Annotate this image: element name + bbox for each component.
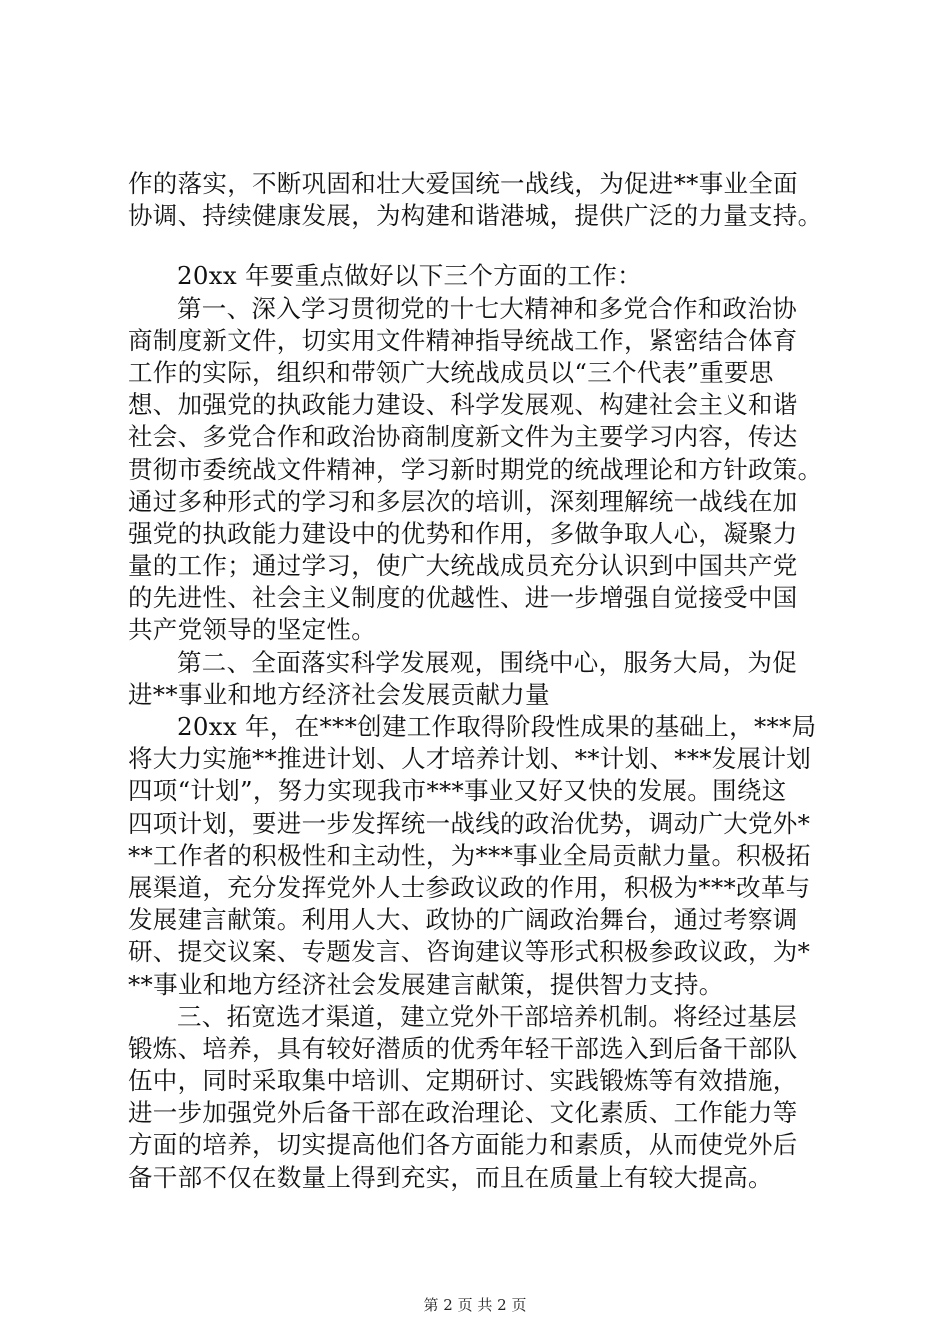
paragraph-heading [128,260,828,292]
text-line: 20xx 年要重点做好以下三个方面的工作： [177,261,642,291]
text-line: **工作者的积极性和主动性，为***事业全局贡献力量。积极拓 [128,840,811,870]
paragraph-third [128,1001,828,1194]
text-line: 研、提交议案、专题发言、咨询建议等形式积极参政议政，为* [128,937,811,967]
text-line: 第一、深入学习贯彻党的十七大精神和多党合作和政治协 [177,293,797,323]
text-line: 通过多种形式的学习和多层次的培训，深刻理解统一战线在加 [128,486,798,516]
text-line: 三、拓宽选才渠道，建立党外干部培养机制。将经过基层 [177,1001,797,1031]
text-line: 第二、全面落实科学发展观，围绕中心，服务大局，为促 [177,647,797,677]
text-line: **事业和地方经济社会发展建言献策，提供智力支持。 [128,969,724,999]
text-line: 想、加强党的执政能力建设、科学发展观、构建社会主义和谐 [128,390,798,420]
text-line: 量的工作；通过学习，使广大统战成员充分认识到中国共产党 [128,551,798,581]
text-line: 发展建言献策。利用人大、政协的广阔政治舞台，通过考察调 [128,905,798,935]
paragraph-first [128,293,828,647]
page-number-footer: 第 2 页 共 2 页 [423,1296,527,1314]
paragraph-plan [128,711,828,1001]
text-line: 备干部不仅在数量上得到充实，而且在质量上有较大提高。 [128,1162,773,1192]
document-body [128,168,828,1194]
text-line: 四项“计划”，努力实现我市***事业又好又快的发展。围绕这 [128,776,787,806]
text-line: 20xx 年，在***创建工作取得阶段性成果的基础上，***局 [177,712,817,741]
paragraph-second [128,647,828,711]
text-line: 锻炼、培养，具有较好潜质的优秀年轻干部选入到后备干部队 [128,1033,798,1063]
paragraph-gap [128,232,828,260]
text-line: 协调、持续健康发展，为构建和谐港城，提供广泛的力量支持。 [128,201,823,231]
text-line: 进一步加强党外后备干部在政治理论、文化素质、工作能力等 [128,1098,798,1128]
text-line: 社会、多党合作和政治协商制度新文件为主要学习内容，传达 [128,422,798,452]
text-line: 强党的执政能力建设中的优势和作用，多做争取人心，凝聚力 [128,518,798,548]
text-line: 伍中，同时采取集中培训、定期研讨、实践锻炼等有效措施， [128,1066,798,1096]
text-line: 四项计划，要进一步发挥统一战线的政治优势，调动广大党外* [128,808,811,838]
text-line: 展渠道，充分发挥党外人士参政议政的作用，积极为***改革与 [128,872,811,902]
text-line: 将大力实施**推进计划、人才培养计划、**计划、***发展计划 [128,744,812,774]
text-line: 的先进性、社会主义制度的优越性、进一步增强自觉接受中国 [128,583,798,613]
text-line: 工作的实际，组织和带领广大统战成员以“三个代表”重要思 [128,357,774,387]
text-line: 方面的培养，切实提高他们各方面能力和素质，从而使党外后 [128,1130,798,1160]
text-line: 贯彻市委统战文件精神，学习新时期党的统战理论和方针政策。 [128,454,823,484]
text-line: 进**事业和地方经济社会发展贡献力量 [128,679,550,709]
text-line: 商制度新文件，切实用文件精神指导统战工作，紧密结合体育 [128,325,798,355]
text-line: 作的落实，不断巩固和壮大爱国统一战线，为促进**事业全面 [128,169,798,198]
text-line: 共产党领导的坚定性。 [128,615,376,645]
paragraph-intro [128,168,828,232]
